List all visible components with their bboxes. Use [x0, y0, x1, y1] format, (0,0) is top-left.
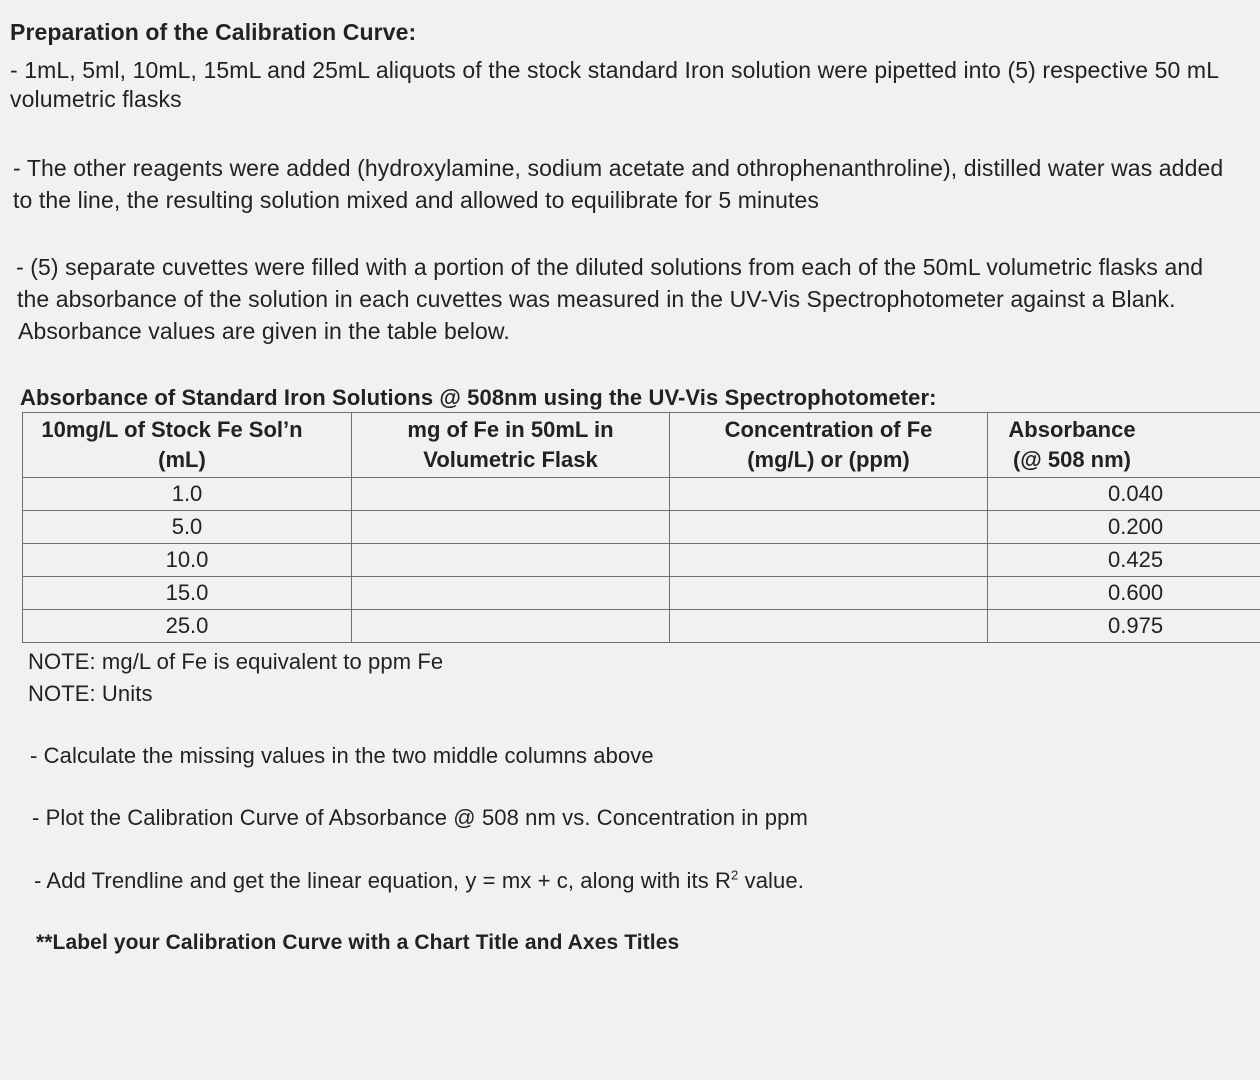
cell-concentration	[670, 577, 988, 610]
cell-stock-volume: 1.0	[23, 478, 352, 511]
cell-absorbance: 0.425	[988, 544, 1260, 577]
header-concentration	[670, 413, 988, 478]
header-mg-fe	[352, 413, 670, 478]
superscript-2: 2	[731, 867, 739, 883]
paragraph-2-line-2: to the line, the resulting solution mixed and allowed to equilibrate for 5 minutes	[13, 187, 820, 213]
table-row	[23, 577, 1260, 610]
cell-concentration	[670, 478, 988, 511]
absorbance-table	[22, 412, 1260, 643]
header-absorbance-line-1: Absorbance	[1008, 417, 1136, 442]
cell-mg-fe	[352, 577, 670, 610]
task-trendline-suffix: value.	[738, 868, 804, 893]
header-stock-volume	[23, 413, 352, 478]
cell-stock-volume: 15.0	[23, 577, 352, 610]
cell-concentration	[670, 511, 988, 544]
task-calculate: - Calculate the missing values in the two middle columns above	[30, 743, 654, 768]
cell-stock-volume: 5.0	[23, 511, 352, 544]
paragraph-1-line-1: - 1mL, 5ml, 10mL, 15mL and 25mL aliquots of the stock standard Iron solution were pipetted into (5) respective 50 mL	[10, 57, 1220, 83]
table-caption: Absorbance of Standard Iron Solutions @ 508nm using the UV-Vis Spectrophotometer:	[20, 385, 937, 410]
cell-concentration	[670, 610, 988, 643]
cell-stock-volume: 25.0	[23, 610, 352, 643]
cell-mg-fe	[352, 544, 670, 577]
header-stock-volume-line-1: 10mg/L of Stock Fe Sol’n	[41, 417, 303, 442]
task-plot: - Plot the Calibration Curve of Absorbance @ 508 nm vs. Concentration in ppm	[32, 805, 808, 830]
paragraph-3-line-1: - (5) separate cuvettes were filled with a portion of the diluted solutions from each of the 50mL volumetric flasks and	[16, 254, 1204, 280]
paragraph-2-line-1: - The other reagents were added (hydroxylamine, sodium acetate and othrophenanthroline), distilled water was added	[13, 155, 1224, 181]
note-equivalence: NOTE: mg/L of Fe is equivalent to ppm Fe	[28, 649, 444, 674]
cell-absorbance: 0.040	[988, 478, 1260, 511]
header-concentration-line-1: Concentration of Fe	[724, 417, 933, 442]
paragraph-3-line-2: the absorbance of the solution in each cuvettes was measured in the UV-Vis Spectrophotometer against a Blank.	[17, 286, 1176, 312]
header-mg-fe-line-2: Volumetric Flask	[423, 447, 598, 472]
table-row	[23, 610, 1260, 643]
cell-absorbance: 0.200	[988, 511, 1260, 544]
header-absorbance-line-2: (@ 508 nm)	[1012, 447, 1132, 472]
header-concentration-line-2: (mg/L) or (ppm)	[747, 447, 910, 472]
header-absorbance	[988, 413, 1260, 478]
table-row	[23, 478, 1260, 511]
cell-absorbance: 0.975	[988, 610, 1260, 643]
cell-mg-fe	[352, 511, 670, 544]
cell-absorbance: 0.600	[988, 577, 1260, 610]
task-label-instruction: **Label your Calibration Curve with a Chart Title and Axes Titles	[36, 931, 680, 954]
cell-mg-fe	[352, 610, 670, 643]
header-mg-fe-line-1: mg of Fe in 50mL in	[407, 417, 614, 442]
table-header-row	[23, 413, 1260, 478]
paragraph-3-line-3: Absorbance values are given in the table below.	[18, 318, 510, 344]
table-row	[23, 511, 1260, 544]
paragraph-1-line-2: volumetric flasks	[10, 86, 182, 112]
note-units: NOTE: Units	[28, 681, 153, 706]
header-stock-volume-line-2: (mL)	[158, 447, 206, 472]
cell-mg-fe	[352, 478, 670, 511]
cell-concentration	[670, 544, 988, 577]
task-trendline-text: - Add Trendline and get the linear equation, y = mx + c, along with its R	[34, 868, 732, 893]
section-heading: Preparation of the Calibration Curve:	[10, 19, 417, 45]
cell-stock-volume: 10.0	[23, 544, 352, 577]
task-trendline	[34, 867, 804, 895]
table-row	[23, 544, 1260, 577]
